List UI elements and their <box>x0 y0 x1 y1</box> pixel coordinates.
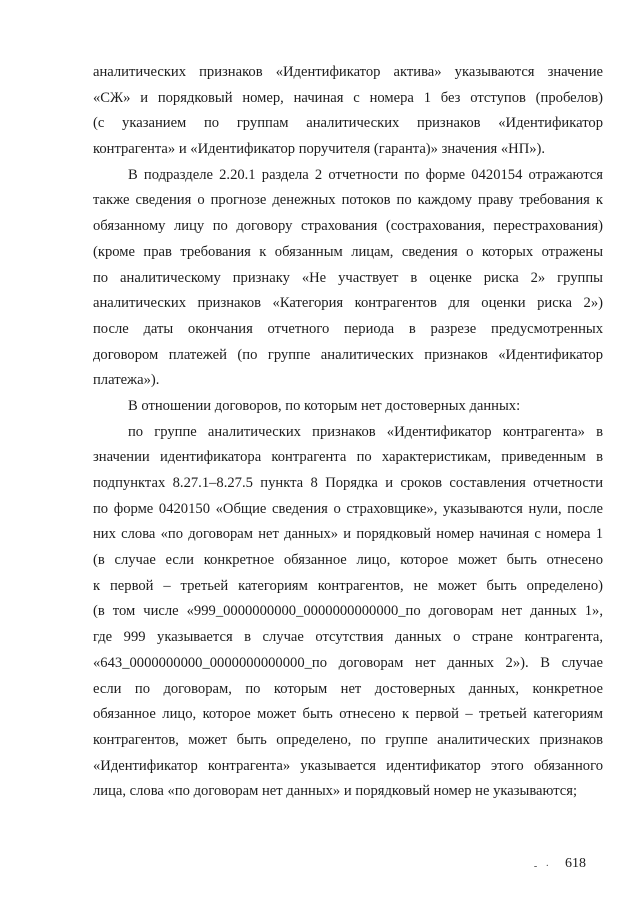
text-line: по группе аналитических признаков «Идентификатор контрагента» в <box>128 423 603 440</box>
text-line: обязанное лицо, которое может быть отнесено к первой – третьей категориям <box>93 706 603 723</box>
text-line: аналитических признаков «Идентификатор актива» указываются значение <box>93 64 603 80</box>
text-line: также сведения о прогнозе денежных потоков по каждому праву требования к <box>93 192 603 209</box>
text-line: (с указанием по группам аналитических признаков «Идентификатор <box>93 115 603 132</box>
text-line: где 999 указывается в случае отсутствия данных о стране контрагента, <box>93 629 603 646</box>
text-line: В отношении договоров, по которым нет достоверных данных: <box>128 397 521 414</box>
text-line: (в случае если конкретное обязанное лицо, которое может быть отнесено <box>93 552 603 569</box>
text-line: по форме 0420150 «Общие сведения о страховщике», указываются нули, после <box>93 500 603 517</box>
text-line: договором платежей (по группе аналитических признаков «Идентификатор <box>93 346 603 363</box>
text-line: (в том числе «999_0000000000_0000000000000_по договорам нет данных 1», <box>93 603 603 620</box>
text-line: контрагентов, может быть определено, по группе аналитических признаков <box>93 731 603 748</box>
text-line: В подразделе 2.20.1 раздела 2 отчетности по форме 0420154 отражаются <box>128 166 603 183</box>
text-line: них слова «по договорам нет данных» и порядковый номер начиная с номера 1 <box>93 526 603 543</box>
text-line: подпунктах 8.27.1–8.27.5 пункта 8 Порядка и сроков составления отчетности <box>93 475 603 491</box>
text-line: «643_0000000000_0000000000000_по договорам нет данных 2»). В случае <box>93 654 603 671</box>
margin-marks: - · <box>533 861 552 872</box>
text-line: после даты окончания отчетного периода в разрезе предусмотренных <box>93 320 603 337</box>
text-line: обязанному лицу по договору страхования (сострахования, перестрахования) <box>93 218 603 235</box>
text-line: контрагента» и «Идентификатор поручителя (гаранта)» значения «НП»). <box>93 141 546 158</box>
text-line: по аналитическому признаку «Не участвует в оценке риска 2» группы <box>93 269 603 286</box>
text-line: если по договорам, по которым нет достоверных данных, конкретное <box>93 680 603 697</box>
text-line: платежа»). <box>93 372 160 389</box>
text-line: значении идентификатора контрагента по характеристикам, приведенным в <box>93 449 603 466</box>
text-line: к первой – третьей категориям контрагентов, не может быть определено) <box>93 577 603 594</box>
text-line: «Идентификатор контрагента» указывается идентификатор этого обязанного <box>93 757 603 774</box>
page-number: 618 <box>565 856 586 871</box>
text-line: аналитических признаков «Категория контрагентов для оценки риска 2») <box>93 295 603 312</box>
text-line: лица, слова «по договорам нет данных» и порядковый номер не указываются; <box>93 783 578 800</box>
body-text <box>93 60 603 805</box>
text-line: «СЖ» и порядковый номер, начиная с номера 1 без отступов (пробелов) <box>93 89 603 106</box>
text-line: (кроме прав требования к обязанным лицам, сведения о которых отражены <box>93 243 603 260</box>
